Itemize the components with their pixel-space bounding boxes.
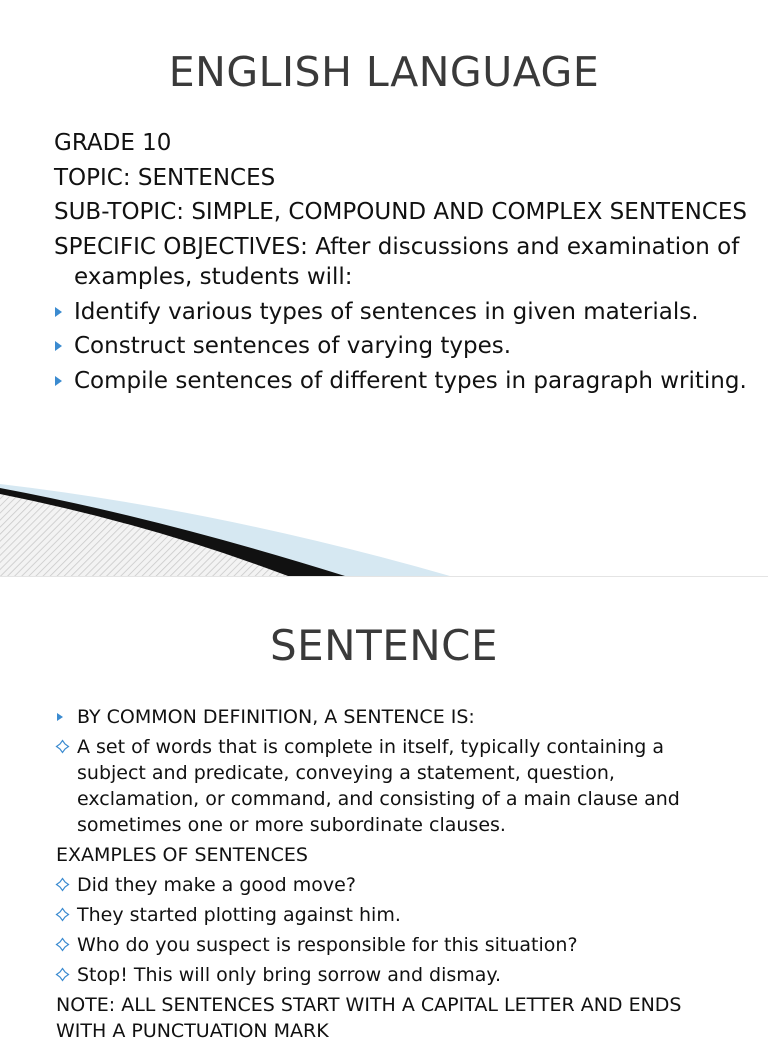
topic-text: TOPIC: SENTENCES (54, 164, 276, 191)
objective-item (54, 297, 754, 328)
grade-text: GRADE 10 (54, 130, 172, 156)
diamond-bullet-icon (56, 968, 69, 981)
examples-heading: EXAMPLES OF SENTENCES (56, 844, 308, 866)
example-item (56, 932, 736, 958)
definition-heading: BY COMMON DEFINITION, A SENTENCE IS: (77, 706, 475, 728)
note-text: NOTE: ALL SENTENCES START WITH A CAPITAL LETTER AND ENDS WITH A PUNCTUATION MARK (56, 994, 682, 1042)
triangle-bullet-icon (55, 307, 62, 317)
example-item (56, 902, 736, 928)
slide-sentence (0, 577, 768, 1042)
subtopic-text: SUB-TOPIC: SIMPLE, COMPOUND AND COMPLEX SENTENCES (54, 199, 747, 225)
definition-heading-item (56, 704, 736, 730)
objective-item (54, 331, 754, 362)
objective-text: Compile sentences of different types in paragraph writing. (74, 367, 747, 394)
example-text: Who do you suspect is responsible for this situation? (77, 934, 578, 956)
slide-title: SENTENCE (269, 621, 499, 670)
objectives-intro-text: SPECIFIC OBJECTIVES: After discussions and examination of examples, students will: (54, 233, 740, 290)
definition-item (56, 734, 736, 838)
triangle-bullet-icon (57, 713, 63, 721)
decorative-swoosh (0, 470, 768, 576)
example-text: They started plotting against him. (77, 904, 401, 926)
objective-item (54, 366, 754, 397)
diamond-bullet-icon (56, 878, 69, 891)
example-text: Did they make a good move? (77, 874, 356, 896)
slide-title: ENGLISH LANGUAGE (168, 48, 600, 96)
diamond-bullet-icon (56, 908, 69, 921)
diamond-bullet-icon (56, 740, 69, 753)
objective-text: Construct sentences of varying types. (74, 333, 512, 359)
diamond-bullet-icon (56, 938, 69, 951)
objective-text: Identify various types of sentences in given materials. (74, 298, 699, 325)
example-item (56, 962, 736, 988)
slide-body (56, 704, 736, 1048)
definition-text: A set of words that is complete in itself, typically containing a subject and predicate, conveying a statement, question, exclamation, or command, and consisting of a main clause and sometimes one or more subordinate clauses. (77, 736, 680, 836)
example-text: Stop! This will only bring sorrow and dismay. (77, 964, 502, 986)
slide-body (54, 128, 754, 400)
triangle-bullet-icon (55, 341, 62, 351)
triangle-bullet-icon (55, 376, 62, 386)
example-item (56, 872, 736, 898)
